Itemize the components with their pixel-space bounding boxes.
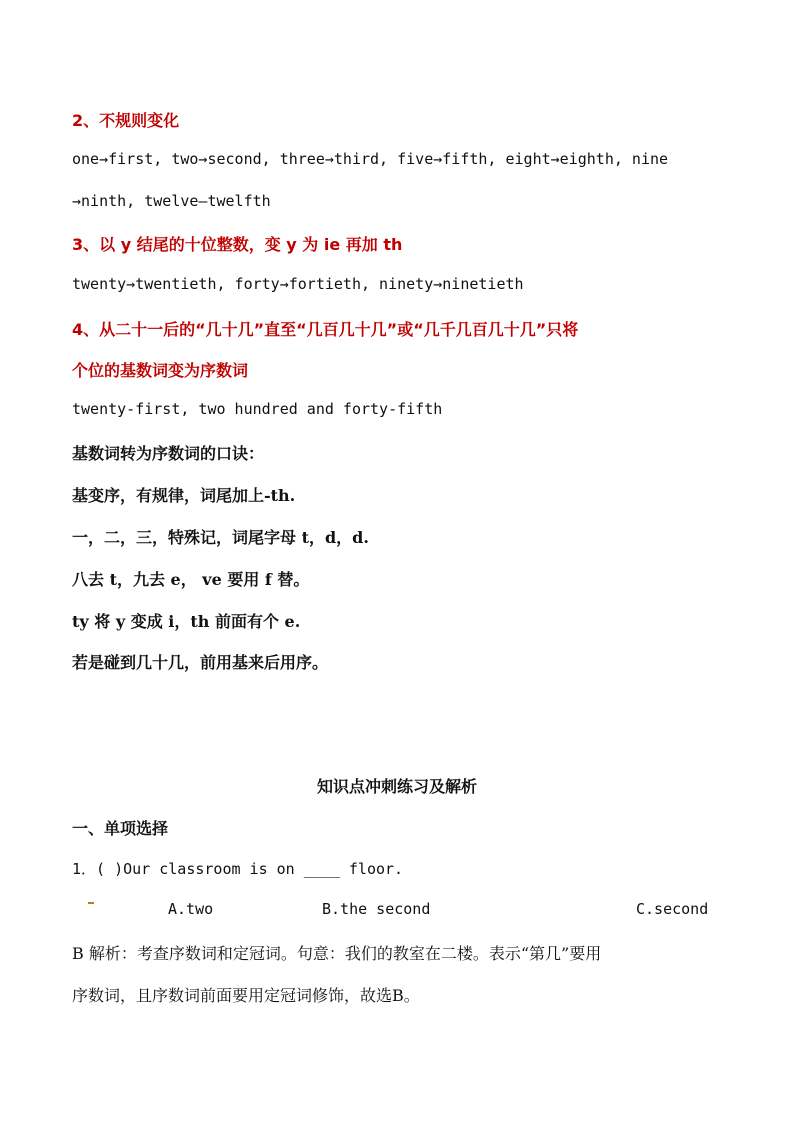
section4-heading-line2: 个位的基数词变为序数词 xyxy=(72,361,249,380)
option-b: B.the second xyxy=(322,900,431,918)
single-choice-heading: 一、单项选择 xyxy=(72,819,169,838)
decorative-dash xyxy=(88,902,94,904)
irregular-examples-line1: one→first, two→second, three→third, five→fifth, eight→eighth, nine xyxy=(72,150,669,168)
practice-title: 知识点冲刺练习及解析 xyxy=(316,777,477,796)
answer-explanation-line1: B 解析：考查序数词和定冠词。句意：我们的教室在二楼。表示“第几”要用 xyxy=(72,944,602,963)
irregular-examples-line2: →ninth, twelve—twelfth xyxy=(72,192,271,210)
section4-heading-line1: 4、从二十一后的“几十几”直至“几百几十几”或“几千几百几十几”只将 xyxy=(72,320,579,339)
answer-explanation-line2: 序数词，且序数词前面要用定冠词修饰，故选B。 xyxy=(72,986,420,1005)
rhyme-line-3: 八去 t，九去 e， ve 要用 f 替。 xyxy=(72,570,310,589)
rhyme-line-2: 一，二，三，特殊记，词尾字母 t，d，d. xyxy=(72,528,369,547)
section3-heading: 3、以 y 结尾的十位整数，变 y 为 ie 再加 th xyxy=(72,235,403,254)
rhyme-line-5: 若是碰到几十几，前用基来后用序。 xyxy=(72,653,329,672)
ty-examples-line: twenty→twentieth, forty→fortieth, ninety→ninetieth xyxy=(72,275,524,293)
question-1: 1．( )Our classroom is on ____ floor. xyxy=(72,860,404,878)
compound-examples-line: twenty-first, two hundred and forty-fifth xyxy=(72,400,443,418)
option-c: C.second xyxy=(636,900,709,918)
rhyme-line-1: 基变序，有规律，词尾加上-th. xyxy=(72,486,296,505)
rhyme-line-4: ty 将 y 变成 i，th 前面有个 e. xyxy=(72,612,301,631)
section2-heading: 2、不规则变化 xyxy=(72,111,180,130)
option-a: A.two xyxy=(168,900,214,918)
rhyme-title: 基数词转为序数词的口诀： xyxy=(72,444,265,463)
